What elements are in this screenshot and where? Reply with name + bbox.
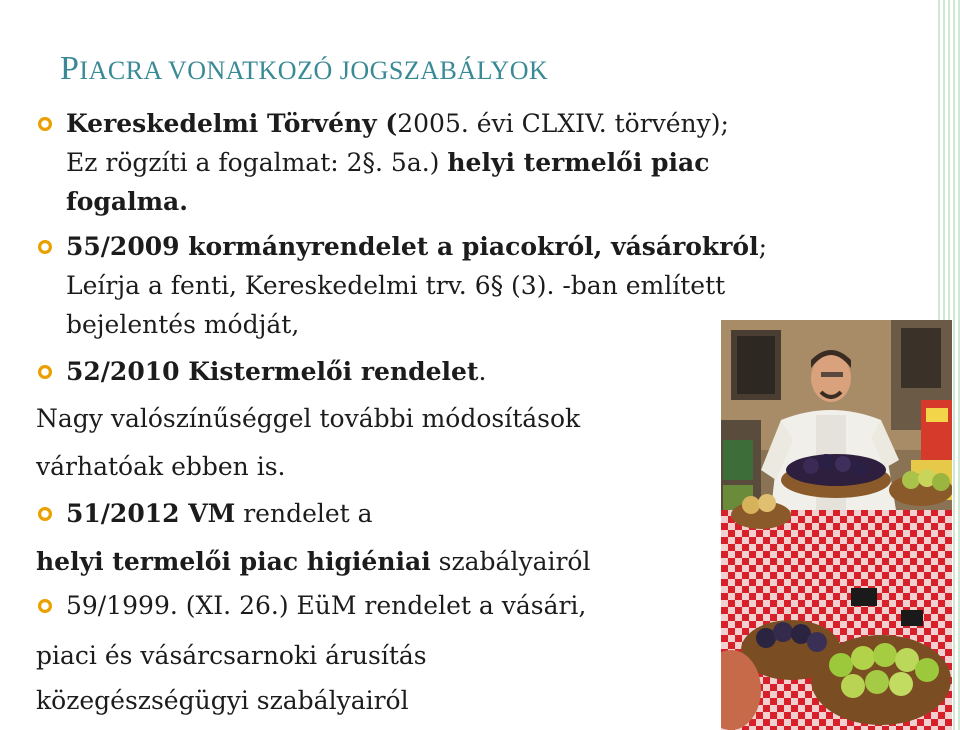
item-korm-rend-line2: Leírja a fenti, Kereskedelmi trv. 6§ (3). -ban említett <box>66 271 726 300</box>
item-kisterm-line2: Nagy valószínűséggel további módosítások <box>36 404 581 433</box>
slide-title <box>60 50 548 88</box>
item-eum-rend-line2: piaci és vásárcsarnoki árusítás <box>36 641 427 670</box>
bullet-icon <box>38 240 52 254</box>
bullet-icon <box>38 507 52 521</box>
item-kisterm-line3: várhatóak ebben is. <box>36 452 286 481</box>
item-korm-rend-line1: 55/2009 kormányrendelet a piacokról, vásárokról; <box>66 232 768 261</box>
item-eum-rend-line3: közegészségügyi szabályairól <box>36 686 409 715</box>
item-eum-rend-line1: 59/1999. (XI. 26.) EüM rendelet a vásári, <box>66 591 587 620</box>
item-ker-tv-line2: Ez rögzíti a fogalmat: 2§. 5a.) helyi termelői piac <box>66 148 710 177</box>
item-kisterm-line1: 52/2010 Kistermelői rendelet. <box>66 357 487 386</box>
item-vm-rend-line1: 51/2012 VM rendelet a <box>66 499 373 528</box>
item-vm-rend-line2: helyi termelői piac higiéniai szabályairól <box>36 547 591 576</box>
bullet-icon <box>38 117 52 131</box>
bullet-icon <box>38 365 52 379</box>
title-first-letter: P <box>60 50 80 87</box>
item-ker-tv-line1: Kereskedelmi Törvény (2005. évi CLXIV. törvény); <box>66 109 729 138</box>
item-ker-tv-line3: fogalma. <box>66 187 188 216</box>
title-rest: IACRA VONATKOZÓ JOGSZABÁLYOK <box>79 56 549 85</box>
market-vendor-photo <box>721 320 952 730</box>
bullet-icon <box>38 599 52 613</box>
item-korm-rend-line3: bejelentés módját, <box>66 310 300 339</box>
